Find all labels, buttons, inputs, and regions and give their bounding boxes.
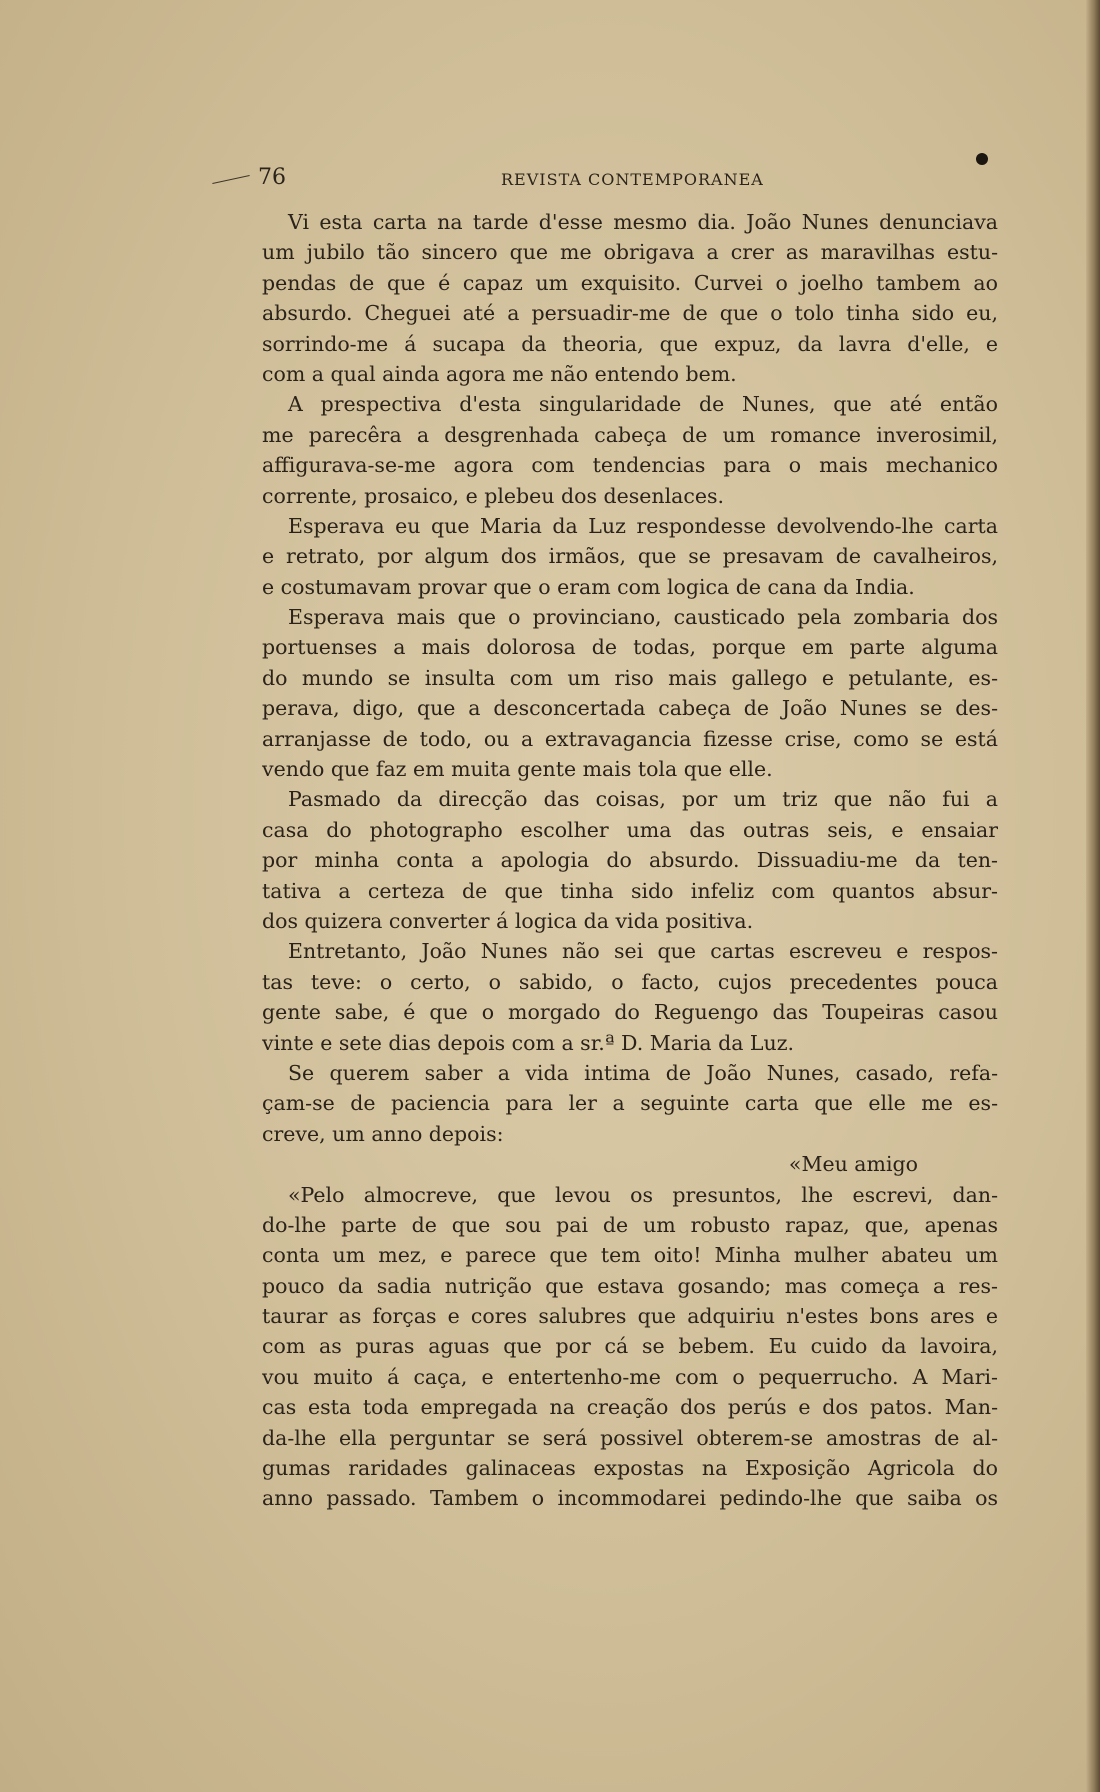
text-line: Vi esta carta na tarde d'esse mesmo dia. João Nunes denunciava <box>288 210 998 234</box>
text-line: um jubilo tão sincero que me obrigava a crer as maravilhas estu- <box>262 240 998 265</box>
letter-salutation: «Meu amigo <box>788 1152 918 1177</box>
running-title: REVISTA CONTEMPORANEA <box>501 170 764 189</box>
text-line: dos quizera converter á logica da vida positiva. <box>262 908 754 933</box>
text-line: e retrato, por algum dos irmãos, que se presavam de cavalheiros, <box>262 544 998 569</box>
text-line: da-lhe ella perguntar se será possivel obterem-se amostras de al- <box>262 1425 998 1450</box>
text-line: do mundo se insulta com um riso mais gallego e petulante, es- <box>262 665 998 690</box>
text-line: e costumavam provar que o eram com logica de cana da India. <box>262 574 915 599</box>
text-line: vendo que faz em muita gente mais tola que elle. <box>262 757 773 782</box>
text-line: portuenses a mais dolorosa de todas, porque em parte alguma <box>262 635 998 660</box>
text-line: corrente, prosaico, e plebeu dos desenlaces. <box>262 483 725 508</box>
text-line: tativa a certeza de que tinha sido infeliz com quantos absur- <box>262 878 998 903</box>
text-line: Se querem saber a vida intima de João Nunes, casado, refa- <box>288 1060 998 1085</box>
text-line: absurdo. Cheguei até a persuadir-me de que o tolo tinha sido eu, <box>262 301 998 326</box>
text-line: conta um mez, e parece que tem oito! Minha mulher abateu um <box>262 1243 998 1268</box>
text-line: A prespectiva d'esta singularidade de Nunes, que até então <box>288 392 998 417</box>
text-line: do-lhe parte de que sou pai de um robusto rapaz, que, apenas <box>262 1212 998 1237</box>
text-line: gente sabe, é que o morgado do Reguengo das Toupeiras casou <box>262 1000 998 1025</box>
ink-dot <box>976 153 988 165</box>
text-line: taurar as forças e cores salubres que adquiriu n'estes bons ares e <box>262 1304 998 1329</box>
text-line: vou muito á caça, e entertenho-me com o pequerrucho. A Mari- <box>262 1364 998 1389</box>
text-line: por minha conta a apologia do absurdo. Dissuadiu-me da ten- <box>262 848 998 873</box>
text-line: com as puras aguas que por cá se bebem. Eu cuido da lavoira, <box>262 1334 998 1359</box>
text-line: sorrindo-me á sucapa da theoria, que expuz, da lavra d'elle, e <box>262 331 998 356</box>
text-line: creve, um anno depois: <box>262 1121 504 1146</box>
text-line: me parecêra a desgrenhada cabeça de um romance inverosimil, <box>262 422 998 447</box>
body-text <box>262 207 998 1514</box>
text-line: cas esta toda empregada na creação dos perús e dos patos. Man- <box>262 1395 998 1420</box>
text-line: casa do photographo escolher uma das outras seis, e ensaiar <box>262 817 998 842</box>
text-line: anno passado. Tambem o incommodarei pedindo-lhe que saiba os <box>262 1486 998 1511</box>
text-line: Esperava mais que o provinciano, causticado pela zombaria dos <box>288 605 998 630</box>
text-line: Entretanto, João Nunes não sei que cartas escreveu e respos- <box>288 939 998 964</box>
page-header <box>258 165 998 195</box>
text-line: com a qual ainda agora me não entendo bem. <box>262 361 737 386</box>
text-line: vinte e sete dias depois com a sr.ª D. Maria da Luz. <box>262 1030 795 1055</box>
text-line: «Pelo almocreve, que levou os presuntos, lhe escrevi, dan- <box>288 1182 998 1207</box>
text-line: pendas de que é capaz um exquisito. Curvei o joelho tambem ao <box>262 270 998 295</box>
text-line: tas teve: o certo, o sabido, o facto, cujos precedentes pouca <box>262 969 998 994</box>
header-mark <box>212 175 249 184</box>
text-line: çam-se de paciencia para ler a seguinte carta que elle me es- <box>262 1091 998 1116</box>
text-line: gumas raridades galinaceas expostas na Exposição Agricola do <box>262 1456 998 1481</box>
page-edge-shadow <box>1086 0 1100 1792</box>
text-line: pouco da sadia nutrição que estava gosando; mas começa a res- <box>262 1273 998 1298</box>
text-line: perava, digo, que a desconcertada cabeça de João Nunes se des- <box>262 696 998 721</box>
text-line: arranjasse de todo, ou a extravagancia fizesse crise, como se está <box>262 726 998 751</box>
text-line: affigurava-se-me agora com tendencias para o mais mechanico <box>262 453 998 478</box>
text-line: Pasmado da direcção das coisas, por um triz que não fui a <box>288 787 998 812</box>
page-number: 76 <box>258 165 286 190</box>
text-line: Esperava eu que Maria da Luz respondesse devolvendo-lhe carta <box>288 513 998 538</box>
